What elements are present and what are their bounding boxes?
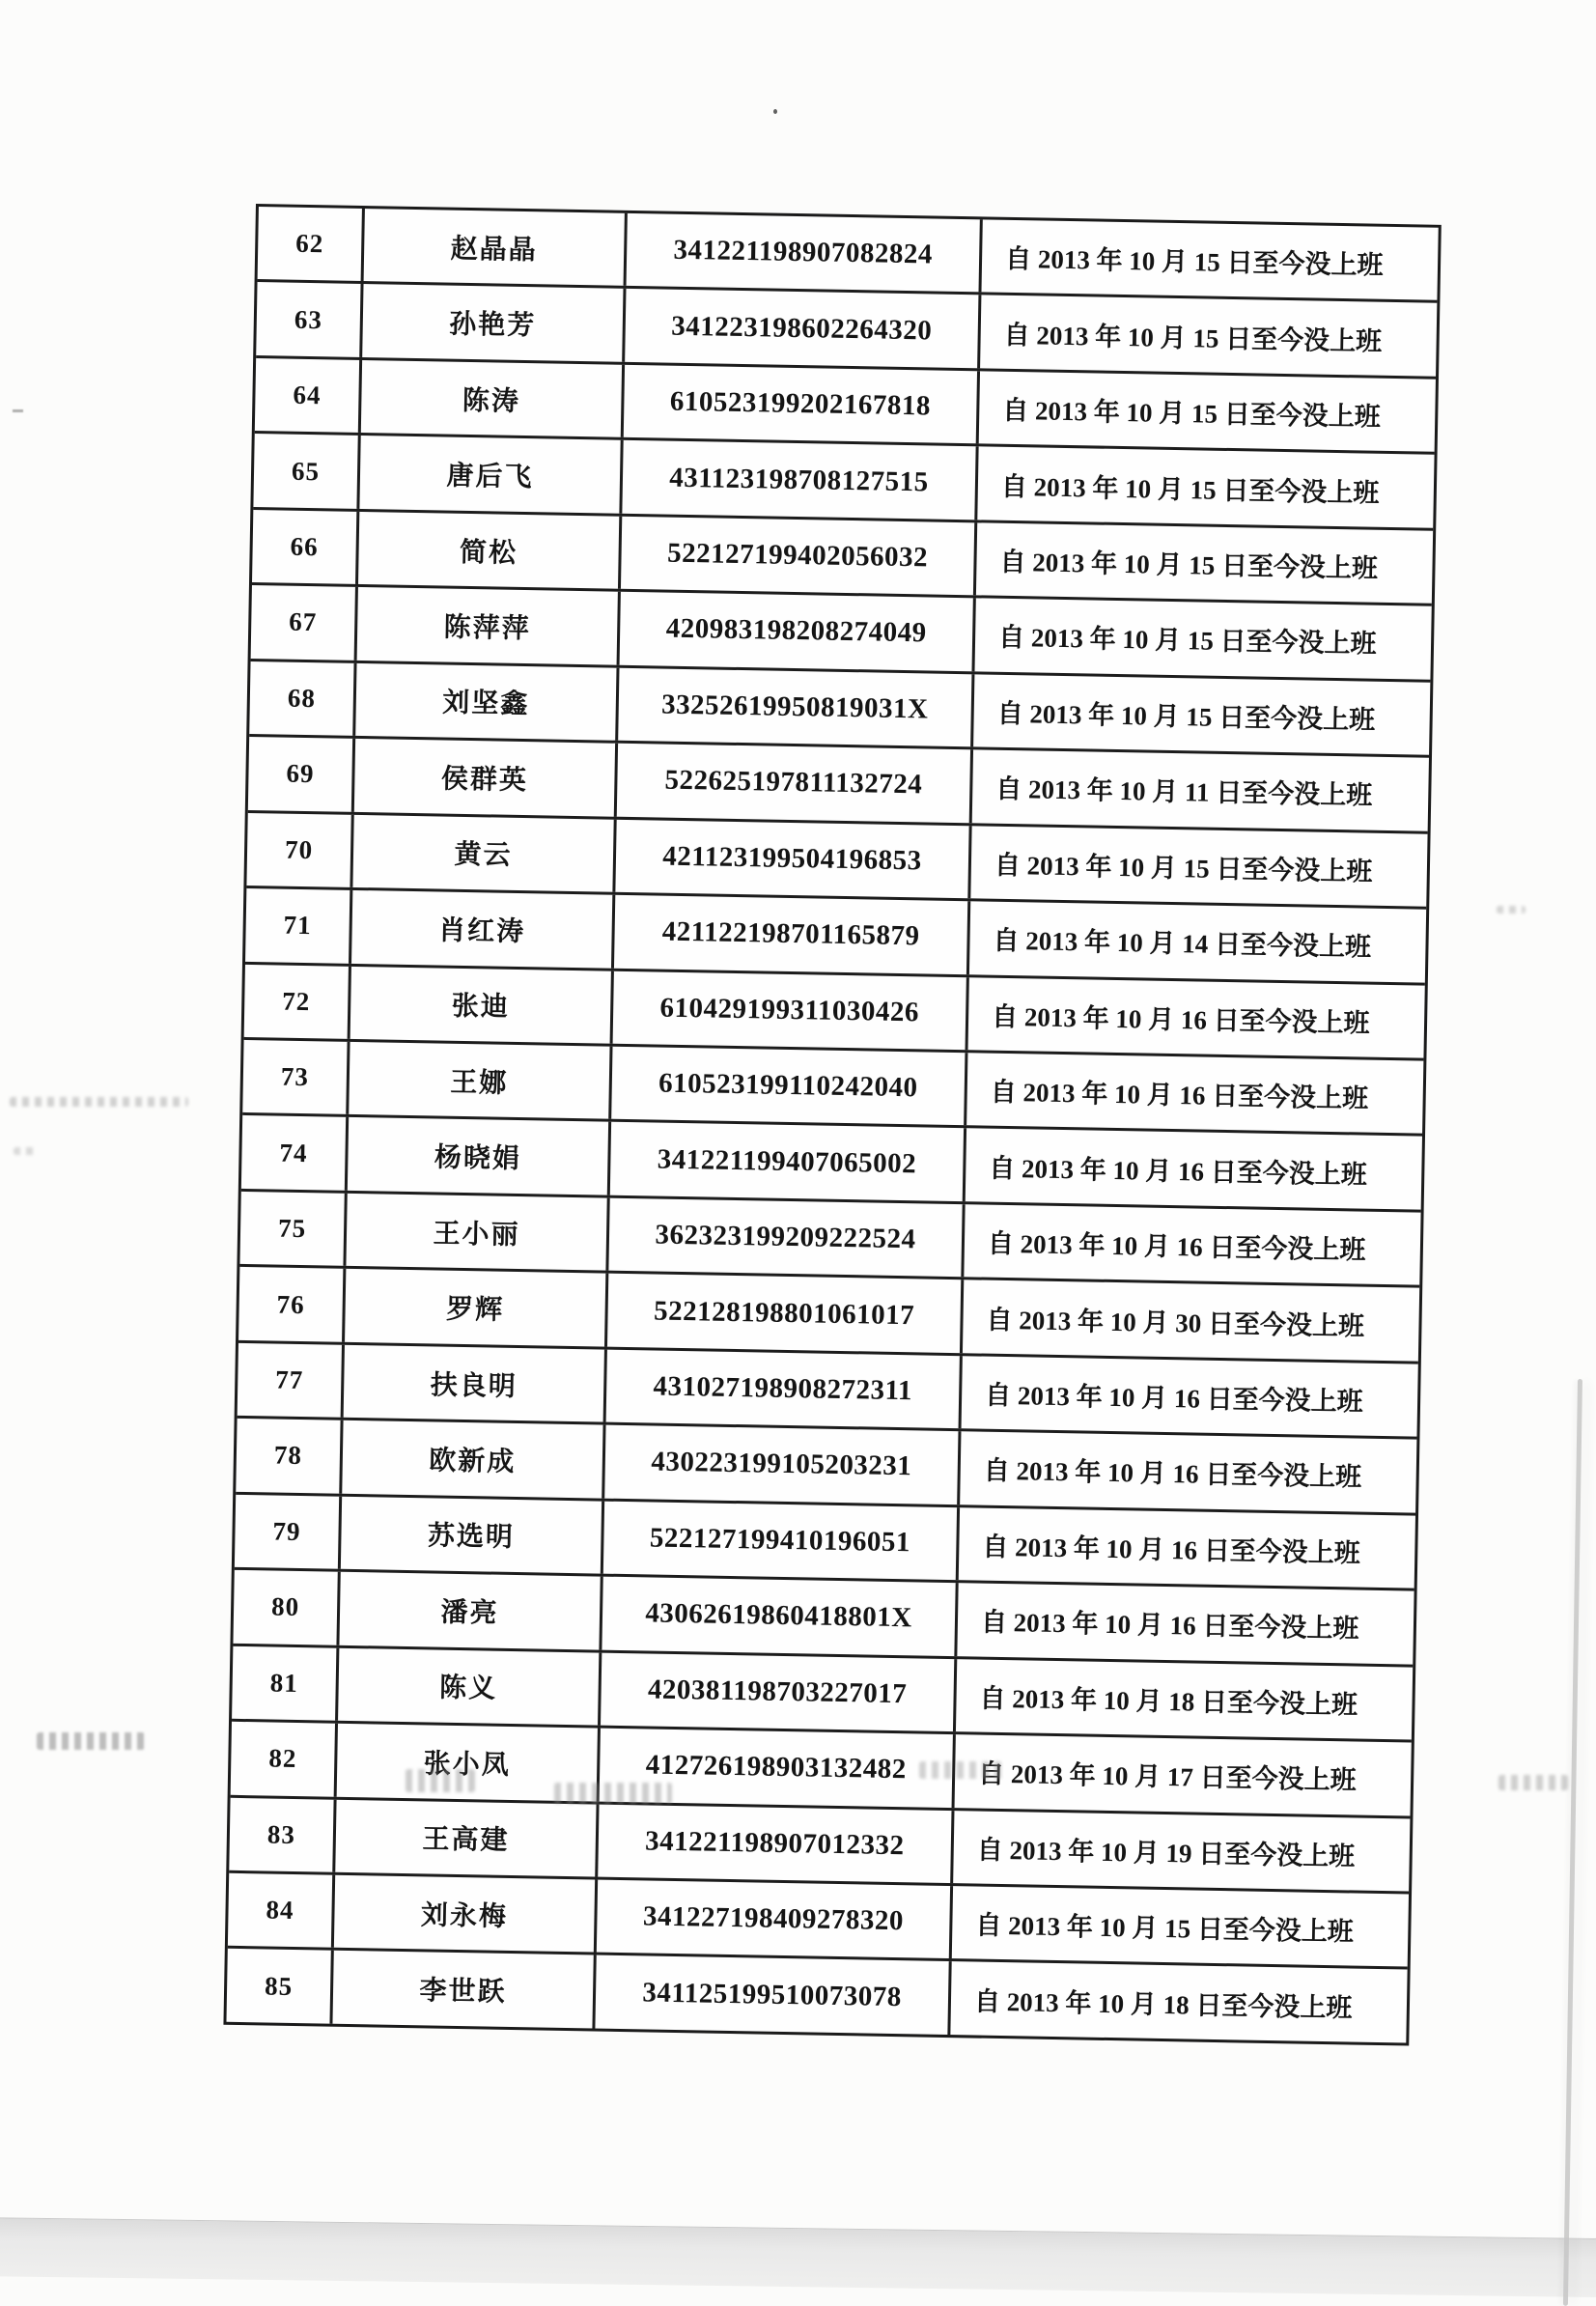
id-number-cell: 341223198602264320 [625, 289, 981, 368]
id-number-cell: 341125199510073078 [595, 1955, 951, 2035]
status-cell: 自 2013 年 10 月 15 日至今没上班 [1002, 395, 1382, 432]
row-number-cell: 76 [238, 1267, 346, 1341]
status-cell: 自 2013 年 10 月 15 日至今没上班 [994, 850, 1373, 886]
status-cell: 自 2013 年 10 月 15 日至今没上班 [1004, 244, 1384, 281]
status-cell: 自 2013 年 10 月 16 日至今没上班 [987, 1228, 1366, 1265]
id-number-cell: 420983198208274049 [620, 592, 976, 671]
id-number-cell: 610429199311030426 [613, 970, 969, 1050]
name-cell: 陈萍萍 [357, 587, 621, 664]
row-number-cell: 73 [242, 1040, 350, 1114]
status-cell: 自 2013 年 10 月 16 日至今没上班 [990, 1077, 1369, 1113]
row-number-cell: 79 [235, 1495, 342, 1569]
status-cell: 自 2013 年 10 月 18 日至今没上班 [979, 1683, 1358, 1720]
scan-smudge [1497, 906, 1526, 914]
row-number-cell: 75 [239, 1192, 347, 1266]
row-number-cell: 72 [244, 964, 351, 1038]
name-cell: 刘永梅 [334, 1875, 598, 1953]
name-cell: 杨晓娟 [348, 1117, 611, 1195]
name-cell: 欧新成 [342, 1420, 605, 1498]
status-cell: 自 2013 年 10 月 16 日至今没上班 [984, 1380, 1363, 1417]
status-cell: 自 2013 年 10 月 30 日至今没上班 [986, 1305, 1365, 1341]
status-cell: 自 2013 年 10 月 18 日至今没上班 [973, 1986, 1353, 2023]
status-cell: 自 2013 年 10 月 14 日至今没上班 [993, 926, 1372, 962]
name-cell: 苏选明 [341, 1497, 604, 1574]
status-cell: 自 2013 年 10 月 15 日至今没上班 [1003, 320, 1383, 356]
status-cell: 自 2013 年 10 月 15 日至今没上班 [997, 623, 1377, 660]
row-number-cell: 71 [245, 888, 352, 963]
scan-speck [773, 109, 777, 114]
row-number-cell: 63 [256, 282, 363, 356]
row-number-cell: 65 [253, 434, 360, 508]
id-number-cell: 341221198907082824 [627, 213, 983, 293]
id-number-cell: 33252619950819031X [618, 667, 974, 746]
name-cell: 陈涛 [361, 360, 625, 437]
scan-smudge [406, 1769, 475, 1792]
status-cell: 自 2013 年 10 月 15 日至今没上班 [996, 698, 1376, 735]
row-number-cell: 67 [251, 585, 358, 660]
name-cell: 张迪 [350, 966, 614, 1043]
scan-smudge [554, 1783, 672, 1804]
status-cell: 自 2013 年 10 月 16 日至今没上班 [980, 1607, 1359, 1644]
name-cell: 张小凤 [337, 1724, 601, 1801]
scanner-right-edge-streak [1563, 1379, 1582, 2306]
id-number-cell: 421123199504196853 [615, 819, 971, 898]
scan-speck [13, 409, 23, 412]
name-cell: 王高建 [335, 1799, 599, 1876]
row-number-cell: 66 [252, 510, 359, 584]
name-cell: 赵晶晶 [364, 209, 628, 286]
id-number-cell: 430223199105203231 [604, 1425, 961, 1505]
scan-smudge [14, 1147, 39, 1155]
row-number-cell: 62 [258, 207, 365, 281]
name-cell: 罗辉 [345, 1269, 608, 1346]
row-number-cell: 85 [226, 1949, 333, 2023]
status-cell: 自 2013 年 10 月 15 日至今没上班 [975, 1910, 1355, 1947]
scan-smudge [37, 1732, 145, 1750]
id-number-cell: 420381198703227017 [601, 1652, 957, 1731]
row-number-cell: 80 [233, 1570, 340, 1645]
name-cell: 侯群英 [354, 739, 618, 816]
status-cell: 自 2013 年 10 月 16 日至今没上班 [982, 1532, 1361, 1568]
status-cell: 自 2013 年 10 月 16 日至今没上班 [989, 1153, 1368, 1190]
row-number-cell: 64 [255, 358, 362, 433]
row-number-cell: 82 [231, 1722, 338, 1796]
id-number-cell: 341227198409278320 [597, 1880, 953, 1959]
id-number-cell: 522127199402056032 [621, 517, 977, 596]
row-number-cell: 69 [248, 737, 355, 811]
id-number-cell: 421122198701165879 [614, 895, 970, 974]
scan-smudge [1498, 1775, 1568, 1790]
name-cell: 唐后飞 [359, 436, 623, 513]
id-number-cell: 362323199209222524 [608, 1198, 965, 1278]
id-number-cell: 610523199110242040 [611, 1047, 967, 1126]
id-number-cell: 341221198907012332 [598, 1804, 954, 1883]
status-cell: 自 2013 年 10 月 16 日至今没上班 [991, 1001, 1370, 1038]
name-cell: 潘亮 [339, 1572, 602, 1649]
id-number-cell: 43062619860418801X [602, 1577, 958, 1656]
id-number-cell: 522127199410196051 [603, 1501, 960, 1580]
scan-smudge [10, 1097, 188, 1107]
row-number-cell: 78 [236, 1419, 343, 1493]
id-number-cell: 610523199202167818 [624, 365, 980, 444]
name-cell: 扶良明 [344, 1345, 607, 1422]
row-number-cell: 83 [229, 1797, 336, 1871]
name-cell: 陈义 [338, 1647, 602, 1725]
scan-smudge [919, 1761, 1002, 1779]
name-cell: 李世跃 [332, 1951, 596, 2028]
id-number-cell: 431027198908272311 [606, 1349, 963, 1428]
name-cell: 简松 [358, 512, 622, 589]
name-cell: 孙艳芳 [362, 284, 626, 361]
row-number-cell: 70 [246, 813, 353, 887]
id-number-cell: 341221199407065002 [610, 1122, 966, 1201]
status-cell: 自 2013 年 10 月 16 日至今没上班 [983, 1456, 1362, 1493]
row-number-cell: 74 [241, 1115, 349, 1190]
row-number-cell: 84 [228, 1873, 335, 1948]
id-number-cell: 431123198708127515 [622, 440, 978, 520]
status-cell: 自 2013 年 10 月 19 日至今没上班 [976, 1835, 1356, 1871]
status-cell: 自 2013 年 10 月 15 日至今没上班 [999, 547, 1379, 583]
row-number-cell: 68 [249, 661, 356, 736]
name-cell: 刘坚鑫 [355, 663, 619, 741]
name-cell: 王小丽 [346, 1194, 609, 1271]
status-cell: 自 2013 年 10 月 15 日至今没上班 [1000, 471, 1380, 508]
status-cell: 自 2013 年 10 月 11 日至今没上班 [995, 774, 1373, 811]
row-number-cell: 77 [238, 1343, 345, 1418]
name-cell: 王娜 [349, 1042, 612, 1119]
id-number-cell: 522625197811132724 [617, 744, 973, 823]
name-cell: 肖红涛 [351, 890, 615, 968]
name-cell: 黄云 [352, 815, 616, 892]
row-number-cell: 81 [232, 1645, 339, 1720]
status-cell: 自 2013 年 10 月 17 日至今没上班 [977, 1758, 1357, 1795]
id-number-cell: 522128198801061017 [607, 1274, 964, 1353]
id-number-cell: 412726198903132482 [600, 1729, 956, 1808]
